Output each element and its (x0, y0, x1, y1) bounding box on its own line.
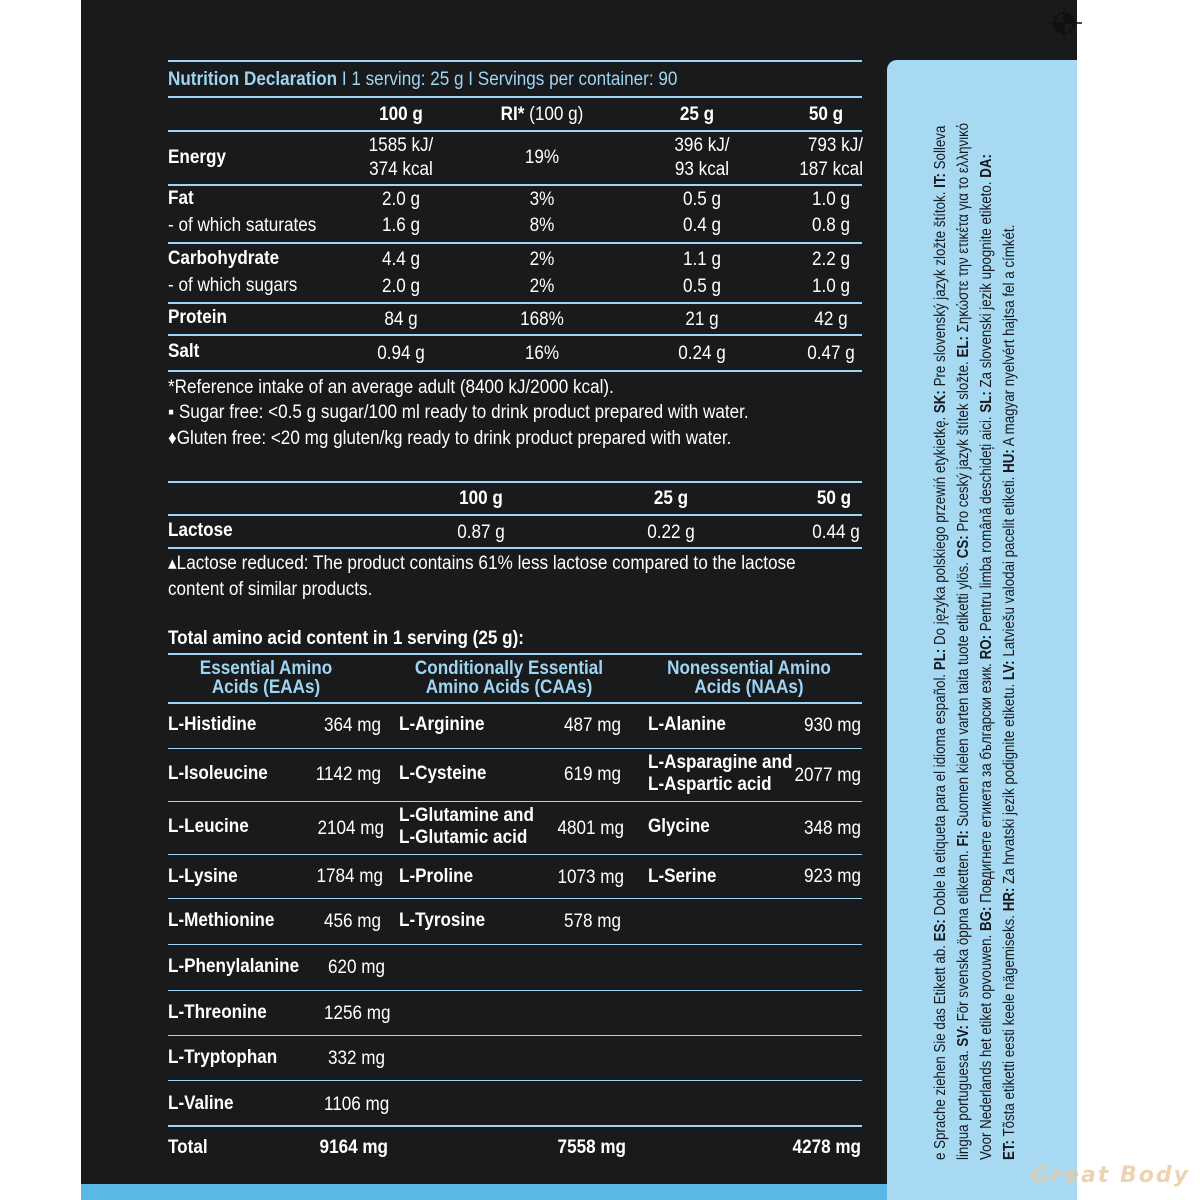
header-rule (168, 96, 862, 98)
lactose-col-25g: 25 g (653, 488, 689, 509)
amino-row-rule (168, 898, 862, 899)
eaa-value: 1106 mg (324, 1094, 390, 1115)
naa-value: 348 mg (803, 818, 861, 839)
carbohydrate-rule (168, 302, 862, 304)
language-instructions (887, 60, 1077, 1200)
energy-100-kcal: 374 kcal (369, 159, 433, 180)
lactose-label: Lactose (168, 520, 233, 541)
sugars-50: 1.0 g (811, 276, 851, 297)
amino-row-rule (168, 990, 862, 991)
naa-name: L-Asparagine and L-Aspartic acid (648, 752, 793, 795)
saturates-label: - of which saturates (168, 215, 317, 236)
salt-rule (168, 370, 862, 372)
col-50g: 50 g (808, 104, 844, 125)
fat-ri: 3% (529, 189, 555, 210)
energy-50-kj: 793 kJ/ (807, 135, 863, 156)
energy-100-kj: 1585 kJ/ (368, 135, 434, 156)
naa-name: L-Serine (648, 866, 717, 887)
total-naa: 4278 mg (792, 1137, 861, 1158)
protein-rule (168, 334, 862, 336)
fat-50: 1.0 g (811, 189, 851, 210)
eaa-value: 456 mg (323, 911, 381, 932)
salt-100: 0.94 g (377, 343, 425, 364)
amino-row-rule (168, 1035, 862, 1036)
language-line: e Sprache ziehen Sie das Etikett ab. ES: Doble la etiqueta para el idioma español. PL: Do języka polskiego przewiń etykietkę. SK: Pre slovenský jazyk zložte štítok. IT: Solleva (932, 125, 949, 1160)
lactose-reduced-note-2: content of similar products. (168, 579, 373, 600)
lactose-25: 0.22 g (647, 522, 695, 543)
caa-value: 487 mg (563, 715, 621, 736)
naa-name: Glycine (648, 816, 710, 837)
eaa-name: L-Isoleucine (168, 763, 268, 784)
fat-label: Fat (168, 188, 194, 209)
eaa-value: 620 mg (328, 957, 386, 978)
naa-name: L-Alanine (648, 714, 726, 735)
eaa-value: 2104 mg (317, 818, 384, 839)
sugars-100: 2.0 g (381, 276, 421, 297)
eaa-value: 1142 mg (315, 764, 381, 785)
saturates-ri: 8% (529, 215, 555, 236)
naa-value: 930 mg (803, 715, 861, 736)
eaa-name: L-Phenylalanine (168, 956, 300, 977)
caa-name: L-Arginine (399, 714, 485, 735)
col-ri: RI* (100 g) (500, 104, 584, 125)
total-eaa: 9164 mg (319, 1137, 388, 1158)
eaa-header: Essential Amino Acids (EAAs) (199, 658, 333, 698)
language-line: Voor Nederlands het etiket opvouwen. BG: Повдигнете етикета за български език. RO: Pentru limba română deschideți aici. SL: Za slovenski jezik upognite etiketo. DA: (978, 154, 995, 1160)
amino-row-rule (168, 854, 862, 855)
amino-row-rule (168, 748, 862, 749)
language-line: ET: Tõsta etiketti eesti keele nägemiseks. HR: Za hrvatski jezik podignite etiketu. LV: Latviešu valodai pacelit etiketi. HU: A magyar nyelvért hajtsa fel a címkét. (1001, 224, 1018, 1160)
lactose-100: 0.87 g (457, 522, 505, 543)
carbohydrate-label: Carbohydrate (168, 248, 280, 269)
language-line: lingua portuguesa. SV: För svenska öppna etiketten. FI: Suomen kielen varten taita tuote etiketti ylös. CS: Pro ceský jazyk štítek složte. EL: Σηκώστε την ετικέτα για το ελληνικό (955, 122, 972, 1160)
protein-100: 84 g (384, 309, 418, 330)
caa-value: 4801 mg (557, 818, 624, 839)
caa-name: L-Tyrosine (399, 910, 486, 931)
caa-value: 619 mg (563, 764, 621, 785)
eaa-name: L-Histidine (168, 714, 257, 735)
lactose-columns-rule (168, 514, 862, 516)
lactose-col-50g: 50 g (816, 488, 852, 509)
energy-ri: 19% (524, 147, 560, 168)
fat-25: 0.5 g (682, 189, 722, 210)
sugars-ri: 2% (529, 276, 555, 297)
salt-50: 0.47 g (807, 343, 855, 364)
registration-mark-icon (1046, 5, 1082, 41)
naa-header: Nonessential Amino Acids (NAAs) (667, 658, 831, 698)
amino-top-rule (168, 653, 862, 655)
salt-ri: 16% (524, 343, 560, 364)
eaa-name: L-Threonine (168, 1002, 267, 1023)
sugar-free-note: ▪ Sugar free: <0.5 g sugar/100 ml ready to drink product prepared with water. (168, 402, 749, 423)
col-25g: 25 g (679, 104, 715, 125)
total-label: Total (168, 1137, 208, 1158)
eaa-value: 364 mg (323, 715, 381, 736)
sugars-25: 0.5 g (682, 276, 722, 297)
energy-25-kcal: 93 kcal (674, 159, 730, 180)
eaa-name: L-Valine (168, 1093, 234, 1114)
caa-name: L-Cysteine (399, 763, 487, 784)
carbohydrate-100: 4.4 g (381, 249, 421, 270)
protein-ri: 168% (520, 309, 564, 330)
energy-50-kcal: 187 kcal (799, 159, 863, 180)
eaa-value: 1256 mg (324, 1003, 391, 1024)
naa-value: 923 mg (803, 866, 861, 887)
saturates-50: 0.8 g (811, 215, 851, 236)
columns-rule (168, 130, 862, 132)
eaa-value: 332 mg (328, 1048, 386, 1069)
eaa-name: L-Leucine (168, 816, 249, 837)
saturates-100: 1.6 g (381, 215, 421, 236)
naa-value: 2077 mg (794, 765, 861, 786)
amino-header-rule (168, 702, 862, 704)
watermark-logo: Great Body (1031, 1163, 1190, 1188)
eaa-name: L-Lysine (168, 866, 238, 887)
protein-25: 21 g (685, 309, 719, 330)
amino-total-rule (168, 1125, 862, 1127)
protein-label: Protein (168, 307, 227, 328)
carbohydrate-50: 2.2 g (811, 249, 851, 270)
carbohydrate-25: 1.1 g (682, 249, 722, 270)
lactose-col-100g: 100 g (459, 488, 503, 509)
energy-25-kj: 396 kJ/ (674, 135, 730, 156)
language-peel-strip (887, 60, 1077, 1200)
fat-rule (168, 242, 862, 244)
fat-100: 2.0 g (381, 189, 421, 210)
caa-value: 578 mg (563, 911, 621, 932)
salt-label: Salt (168, 341, 200, 362)
eaa-name: L-Methionine (168, 910, 275, 931)
protein-50: 42 g (814, 309, 848, 330)
eaa-value: 1784 mg (316, 866, 383, 887)
salt-25: 0.24 g (678, 343, 726, 364)
total-caa: 7558 mg (557, 1137, 626, 1158)
lactose-rule (168, 547, 862, 549)
amino-row-rule (168, 1080, 862, 1081)
top-rule (168, 60, 862, 62)
caa-name: L-Proline (399, 866, 474, 887)
gluten-free-note: ♦Gluten free: <20 mg gluten/kg ready to drink product prepared with water. (168, 428, 732, 449)
energy-rule (168, 184, 862, 186)
caa-header: Conditionally Essential Amino Acids (CAAs) (414, 658, 604, 698)
sugars-label: - of which sugars (168, 275, 298, 296)
amino-row-rule (168, 801, 862, 802)
lactose-reduced-note-1: ▴Lactose reduced: The product contains 61% less lactose compared to the lactose (168, 553, 796, 574)
amino-title: Total amino acid content in 1 serving (25 g): (168, 628, 524, 649)
amino-row-rule (168, 944, 862, 945)
lactose-50: 0.44 g (812, 522, 860, 543)
carbohydrate-ri: 2% (529, 249, 555, 270)
saturates-25: 0.4 g (682, 215, 722, 236)
eaa-name: L-Tryptophan (168, 1047, 278, 1068)
nutrition-header: Nutrition Declaration I 1 serving: 25 g I Servings per container: 90 (168, 69, 678, 90)
energy-label: Energy (168, 147, 226, 168)
caa-value: 1073 mg (557, 867, 624, 888)
lactose-top-rule (168, 481, 862, 483)
col-100g: 100 g (379, 104, 423, 125)
reference-intake-note: *Reference intake of an average adult (8400 kJ/2000 kcal). (168, 377, 614, 398)
caa-name: L-Glutamine and L-Glutamic acid (399, 805, 534, 848)
